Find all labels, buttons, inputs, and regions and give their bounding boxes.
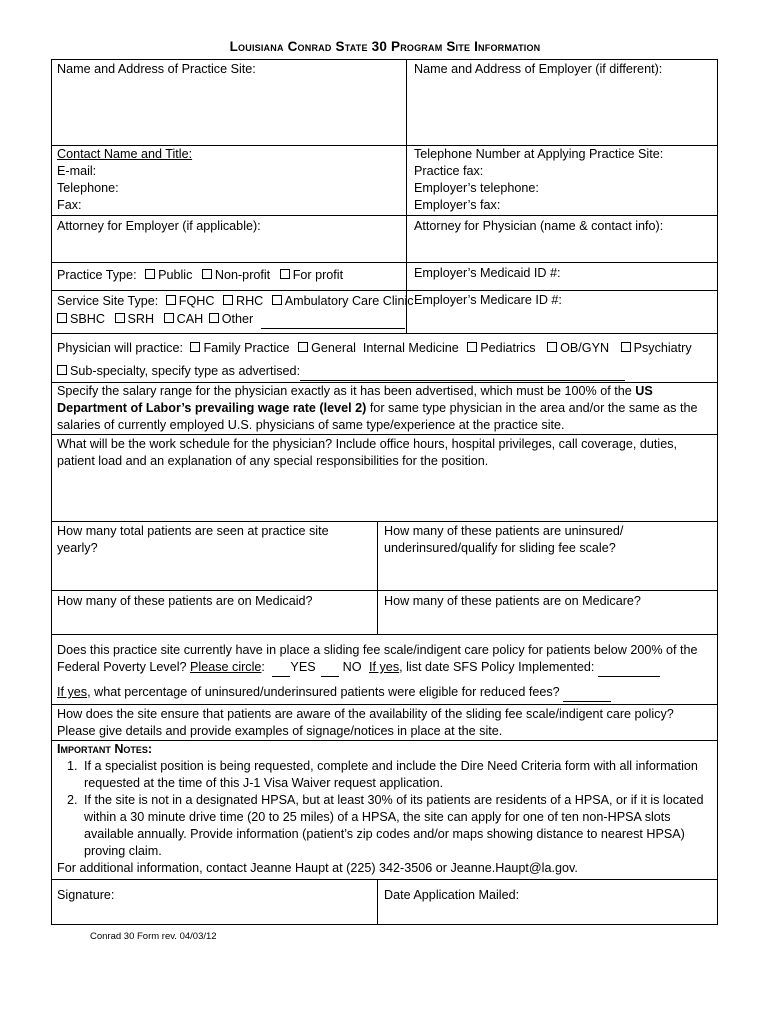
practice-type-row (57, 267, 343, 284)
rule (51, 59, 717, 60)
border-right (717, 59, 718, 925)
column-divider (406, 59, 407, 333)
employer-phone-label: Employer’s telephone: (414, 181, 539, 195)
schedule-line-2: patient load and an explanation of any special responsibilities for the position. (57, 454, 489, 468)
column-divider (377, 879, 378, 924)
reduced-fees-label: what percentage of uninsured/underinsured patients were eligible for reduced fees? (90, 685, 560, 699)
fax-label: Fax: (57, 198, 82, 212)
practice-fax-label: Practice fax: (414, 164, 484, 178)
medicaid-patients-label: How many of these patients are on Medicaid? (57, 594, 313, 608)
checkbox-obgyn[interactable] (547, 342, 557, 352)
rule (51, 434, 717, 435)
salary-line-2 (57, 400, 697, 417)
note-1-line-1: If a specialist position is being requested, complete and include the Dire Need Criteria form with all information (84, 759, 698, 773)
service-site-row1 (57, 293, 414, 310)
form-title: Louisiana Conrad State 30 Program Site Information (229, 39, 541, 54)
salary-line-1 (57, 383, 653, 400)
checkbox-cah[interactable] (164, 313, 174, 323)
option-sbhc: SBHC (70, 312, 105, 326)
colon: : (261, 660, 265, 674)
border-left (51, 59, 52, 925)
checkbox-other[interactable] (209, 313, 219, 323)
option-public: Public (158, 268, 193, 282)
medicare-id-label: Employer’s Medicare ID #: (414, 293, 562, 307)
checkbox-pediatrics[interactable] (467, 342, 477, 352)
checkbox-sbhc[interactable] (57, 313, 67, 323)
salary-bold: US (635, 384, 653, 398)
sliding-fee-line-3 (57, 684, 611, 702)
option-pediatrics: Pediatrics (480, 341, 536, 355)
salary-text: for same type physician in the area and/or the same as the (366, 401, 698, 415)
medicaid-id-label: Employer’s Medicaid ID #: (414, 266, 561, 280)
physician-practice-row (57, 340, 692, 357)
if-yes: If yes, (57, 685, 91, 699)
rule (51, 879, 717, 880)
note-1-line-2: requested at the time of this J-1 Visa Waiver request application. (84, 776, 444, 790)
option-other: Other (221, 312, 254, 326)
rule (51, 704, 717, 705)
option-internal-medicine: General Internal Medicine (311, 341, 459, 355)
note-2-line-4: proving claim. (84, 844, 162, 858)
option-fqhc: FQHC (178, 294, 215, 308)
column-divider (377, 521, 378, 634)
option-family-practice: Family Practice (203, 341, 290, 355)
option-psychiatry: Psychiatry (633, 341, 692, 355)
rule (51, 262, 717, 263)
form-revision: Conrad 30 Form rev. 04/03/12 (90, 931, 217, 942)
if-yes: If yes (369, 660, 400, 674)
practice-site-label: Name and Address of Practice Site: (57, 62, 256, 76)
option-srh: SRH (127, 312, 155, 326)
contact-name-label: Contact Name and Title: (57, 147, 193, 161)
option-cah: CAH (176, 312, 204, 326)
checkbox-non-profit[interactable] (202, 269, 212, 279)
sfs-date-label: , list date SFS Policy Implemented: (399, 660, 595, 674)
service-site-label: Service Site Type: (57, 294, 159, 308)
other-blank[interactable] (261, 311, 405, 329)
important-notes-heading: Important Notes: (57, 742, 153, 756)
sliding-fee-line-1: Does this practice site currently have in place a sliding fee scale/indigent care policy for patients below 200% of the (57, 643, 698, 657)
date-mailed-label: Date Application Mailed: (384, 888, 520, 902)
option-rhc: RHC (235, 294, 264, 308)
signature-label: Signature: (57, 888, 115, 902)
checkbox-rhc[interactable] (223, 295, 233, 305)
salary-text: Specify the salary range for the physician exactly as it has been advertised, which must be 100% of the (57, 384, 636, 398)
practice-type-label: Practice Type: (57, 268, 137, 282)
salary-bold: Department of Labor’s prevailing wage rate (level 2) (57, 401, 367, 415)
rule (51, 215, 717, 216)
total-patients-line-1: How many total patients are seen at practice site (57, 524, 329, 538)
subspecialty-row (57, 363, 625, 381)
yes-blank[interactable] (272, 659, 290, 677)
rule (51, 590, 717, 591)
option-ambulatory: Ambulatory Care Clinic (284, 294, 414, 308)
reduced-fees-blank[interactable] (563, 684, 611, 702)
email-label: E-mail: (57, 164, 97, 178)
sliding-fee-text: Federal Poverty Level? (57, 660, 191, 674)
note-2-line-3: available annually. Provide information (patient’s zip codes and/or maps showing distance to nearest HPSA) (84, 827, 685, 841)
note-2-number: 2. (67, 793, 78, 807)
checkbox-family-practice[interactable] (190, 342, 200, 352)
note-1-number: 1. (67, 759, 78, 773)
uninsured-line-2: underinsured/qualify for sliding fee scale? (384, 541, 616, 555)
option-no[interactable]: NO (342, 660, 362, 674)
subspecialty-label: Sub-specialty, specify type as advertised: (70, 364, 301, 378)
service-site-row2 (57, 311, 405, 329)
checkbox-internal-medicine[interactable] (298, 342, 308, 352)
telephone-label: Telephone: (57, 181, 119, 195)
subspecialty-blank[interactable] (300, 363, 625, 381)
rule (51, 333, 717, 334)
schedule-line-1: What will be the work schedule for the physician? Include office hours, hospital privileges, call coverage, duties, (57, 437, 677, 451)
rule (51, 924, 717, 925)
rule (51, 290, 717, 291)
total-patients-line-2: yearly? (57, 541, 98, 555)
option-obgyn: OB/GYN (560, 341, 610, 355)
option-non-profit: Non-profit (214, 268, 271, 282)
uninsured-line-1: How many of these patients are uninsured/ (384, 524, 624, 538)
site-phone-label: Telephone Number at Applying Practice Site: (414, 147, 664, 161)
awareness-line-2: Please give details and provide examples of signage/notices in place at the site. (57, 724, 503, 738)
checkbox-fqhc[interactable] (166, 295, 176, 305)
sfs-date-blank[interactable] (598, 659, 660, 677)
physician-practice-label: Physician will practice: (57, 341, 183, 355)
awareness-line-1: How does the site ensure that patients are aware of the availability of the sliding fee scale/indigent care policy? (57, 707, 674, 721)
sliding-fee-line-2 (57, 659, 660, 677)
checkbox-srh[interactable] (115, 313, 125, 323)
note-2-line-1: If the site is not in a designated HPSA, but at least 30% of its patients are residents of a HPSA, or if it is located (84, 793, 704, 807)
rule (51, 634, 717, 635)
checkbox-ambulatory[interactable] (272, 295, 282, 305)
please-circle: Please circle (190, 660, 262, 674)
rule (51, 521, 717, 522)
medicare-patients-label: How many of these patients are on Medicare? (384, 594, 641, 608)
no-blank[interactable] (321, 659, 339, 677)
note-2-line-2: within a 30 minute drive time (20 to 25 miles) of a HPSA, the site can apply for one of ten non-HPSA slots (84, 810, 671, 824)
checkbox-for-profit[interactable] (280, 269, 290, 279)
checkbox-public[interactable] (145, 269, 155, 279)
contact-info: For additional information, contact Jeanne Haupt at (225) 342-3506 or Jeanne.Haupt@la.gov. (57, 861, 578, 875)
checkbox-subspecialty[interactable] (57, 365, 67, 375)
employer-name-label: Name and Address of Employer (if different): (414, 62, 663, 76)
checkbox-psychiatry[interactable] (621, 342, 631, 352)
attorney-employer-label: Attorney for Employer (if applicable): (57, 219, 261, 233)
salary-line-3: salaries of currently employed U.S. physicians of same type/experience at the practice site. (57, 418, 565, 432)
attorney-physician-label: Attorney for Physician (name & contact info): (414, 219, 664, 233)
option-yes[interactable]: YES (290, 660, 316, 674)
option-for-profit: For profit (292, 268, 344, 282)
employer-fax-label: Employer’s fax: (414, 198, 501, 212)
